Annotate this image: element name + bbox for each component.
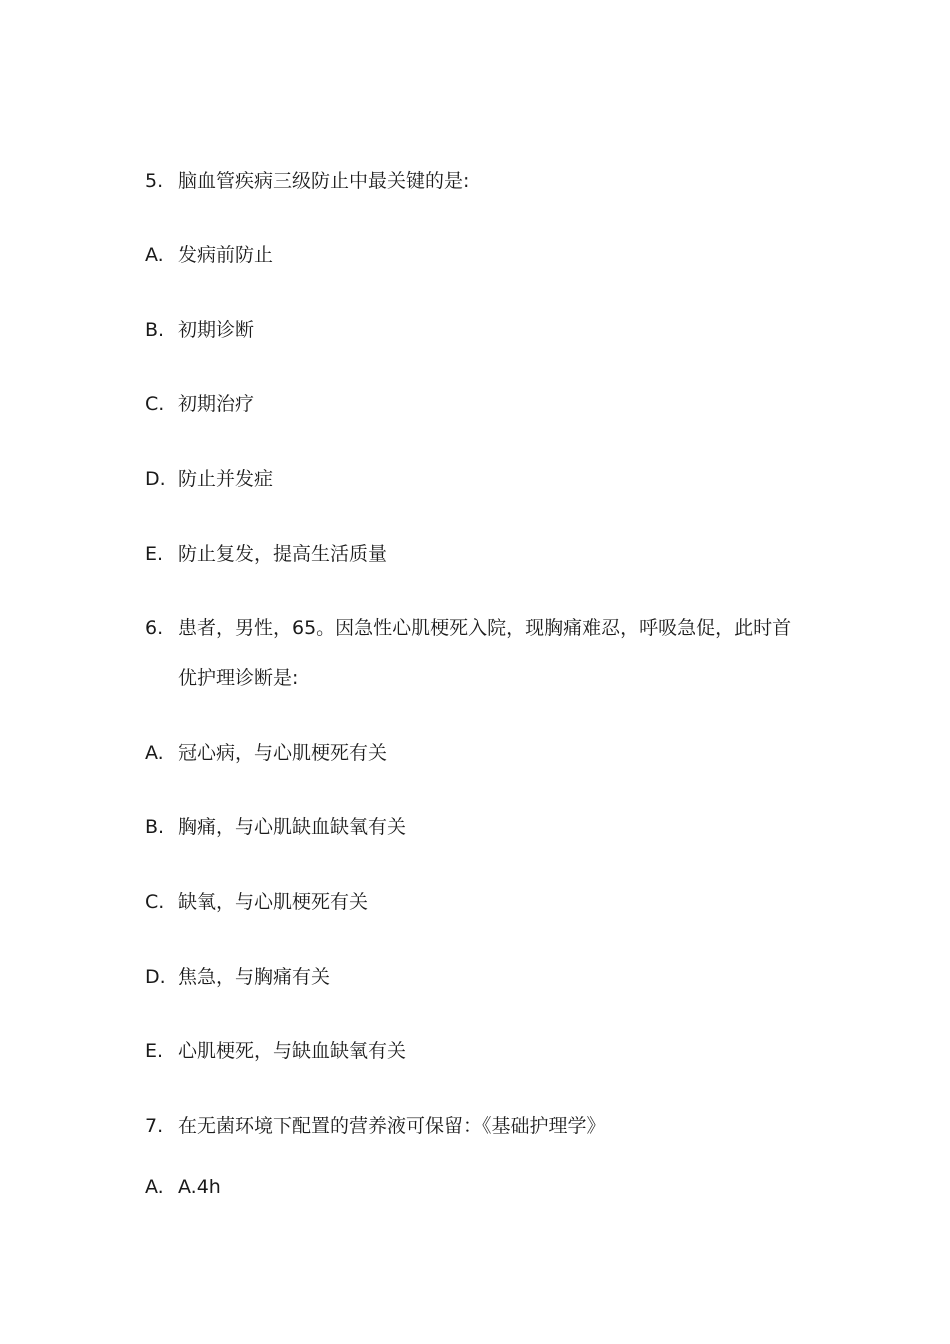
option-text: 胸痛，与心肌缺血缺氧有关	[178, 816, 407, 838]
question-text: 在无菌环境下配置的营养液可保留：《基础护理学》	[178, 1115, 606, 1137]
option-6c	[145, 889, 825, 915]
option-7a	[145, 1174, 825, 1200]
question-7	[145, 1113, 825, 1139]
question-number: 5.	[145, 170, 164, 192]
option-text: 初期诊断	[178, 319, 255, 341]
option-text: 缺氧，与心肌梗死有关	[178, 891, 369, 913]
option-text: 防止复发，提高生活质量	[178, 543, 388, 565]
question-number: 7.	[145, 1115, 164, 1137]
option-text: A.4h	[178, 1176, 221, 1198]
question-text: 患者，男性，65。因急性心肌梗死入院，现胸痛难忍，呼吸急促，此时首	[178, 617, 792, 639]
question-number: 6.	[145, 617, 164, 639]
option-5c	[145, 391, 825, 417]
option-label: A.	[145, 742, 164, 764]
option-text: 防止并发症	[178, 468, 274, 490]
option-6a	[145, 740, 825, 766]
option-6e	[145, 1038, 825, 1064]
option-text: 焦急，与胸痛有关	[178, 966, 331, 988]
option-5b	[145, 317, 825, 343]
question-6-continuation: 优护理诊断是:	[178, 667, 299, 689]
option-label: E.	[145, 543, 164, 565]
question-6	[145, 615, 825, 641]
option-text: 初期治疗	[178, 393, 255, 415]
question-5	[145, 168, 825, 194]
option-5a	[145, 242, 825, 268]
option-label: A.	[145, 1176, 164, 1198]
option-text: 心肌梗死，与缺血缺氧有关	[178, 1040, 407, 1062]
question-text: 脑血管疾病三级防止中最关键的是:	[178, 170, 470, 192]
option-label: D.	[145, 966, 166, 988]
option-text: 发病前防止	[178, 244, 274, 266]
option-5d	[145, 466, 825, 492]
option-label: B.	[145, 816, 165, 838]
option-6b	[145, 814, 825, 840]
option-6d	[145, 964, 825, 990]
option-5e	[145, 541, 825, 567]
option-label: A.	[145, 244, 164, 266]
option-label: B.	[145, 319, 165, 341]
option-label: D.	[145, 468, 166, 490]
option-text: 冠心病，与心肌梗死有关	[178, 742, 388, 764]
option-label: C.	[145, 891, 165, 913]
option-label: C.	[145, 393, 165, 415]
option-label: E.	[145, 1040, 164, 1062]
